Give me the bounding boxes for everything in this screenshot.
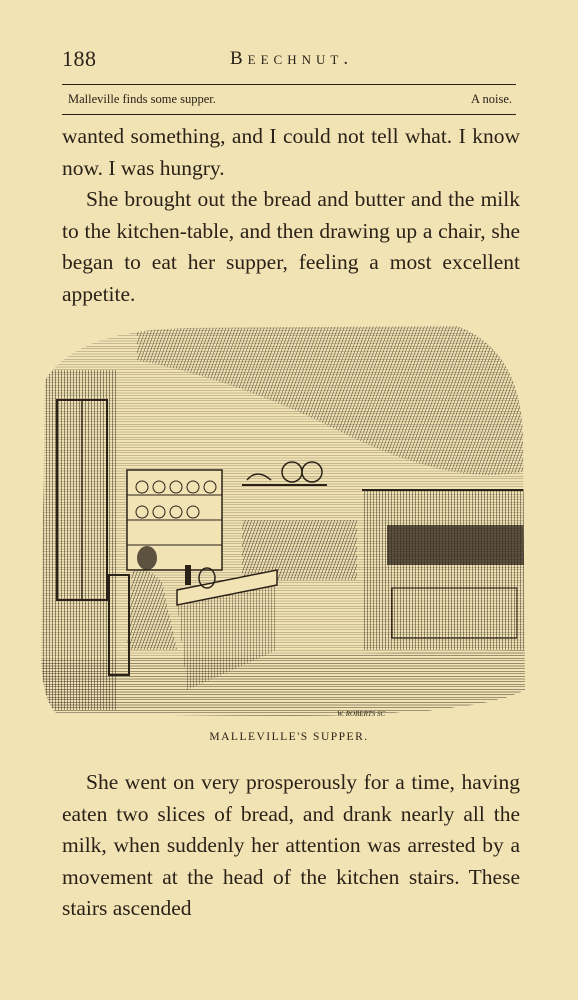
page-number: 188 [62,46,97,71]
illustration-caption: MALLEVILLE'S SUPPER. [209,731,369,743]
shoulder-note-left: Malleville finds some supper. [68,92,216,106]
paragraph: She went on very prosperously for a time, having eaten two slices of bread, and drank nearly all the milk, when suddenly her attention was arrested by a movement at the head of the kitchen stairs. These stairs ascended [62,770,520,920]
header-rule-top [62,84,516,85]
header-rule-bottom [62,114,516,115]
engraving-illustration [37,320,529,720]
page-header [62,46,516,76]
running-title: Beechnut. [230,48,354,69]
shoulder-note-right: A noise. [471,92,512,106]
engraver-signature: W. ROBERTS SC [337,710,386,718]
paragraph: She brought out the bread and butter and the milk to the kitchen-table, and then drawing up a chair, she began to eat her supper, feeling a most excellent appetite. [62,187,520,306]
text-block-bottom [62,767,520,925]
paragraph-continuation: wanted something, and I could not tell what. I know now. I was hungry. [62,124,520,180]
text-block-top [62,121,520,310]
